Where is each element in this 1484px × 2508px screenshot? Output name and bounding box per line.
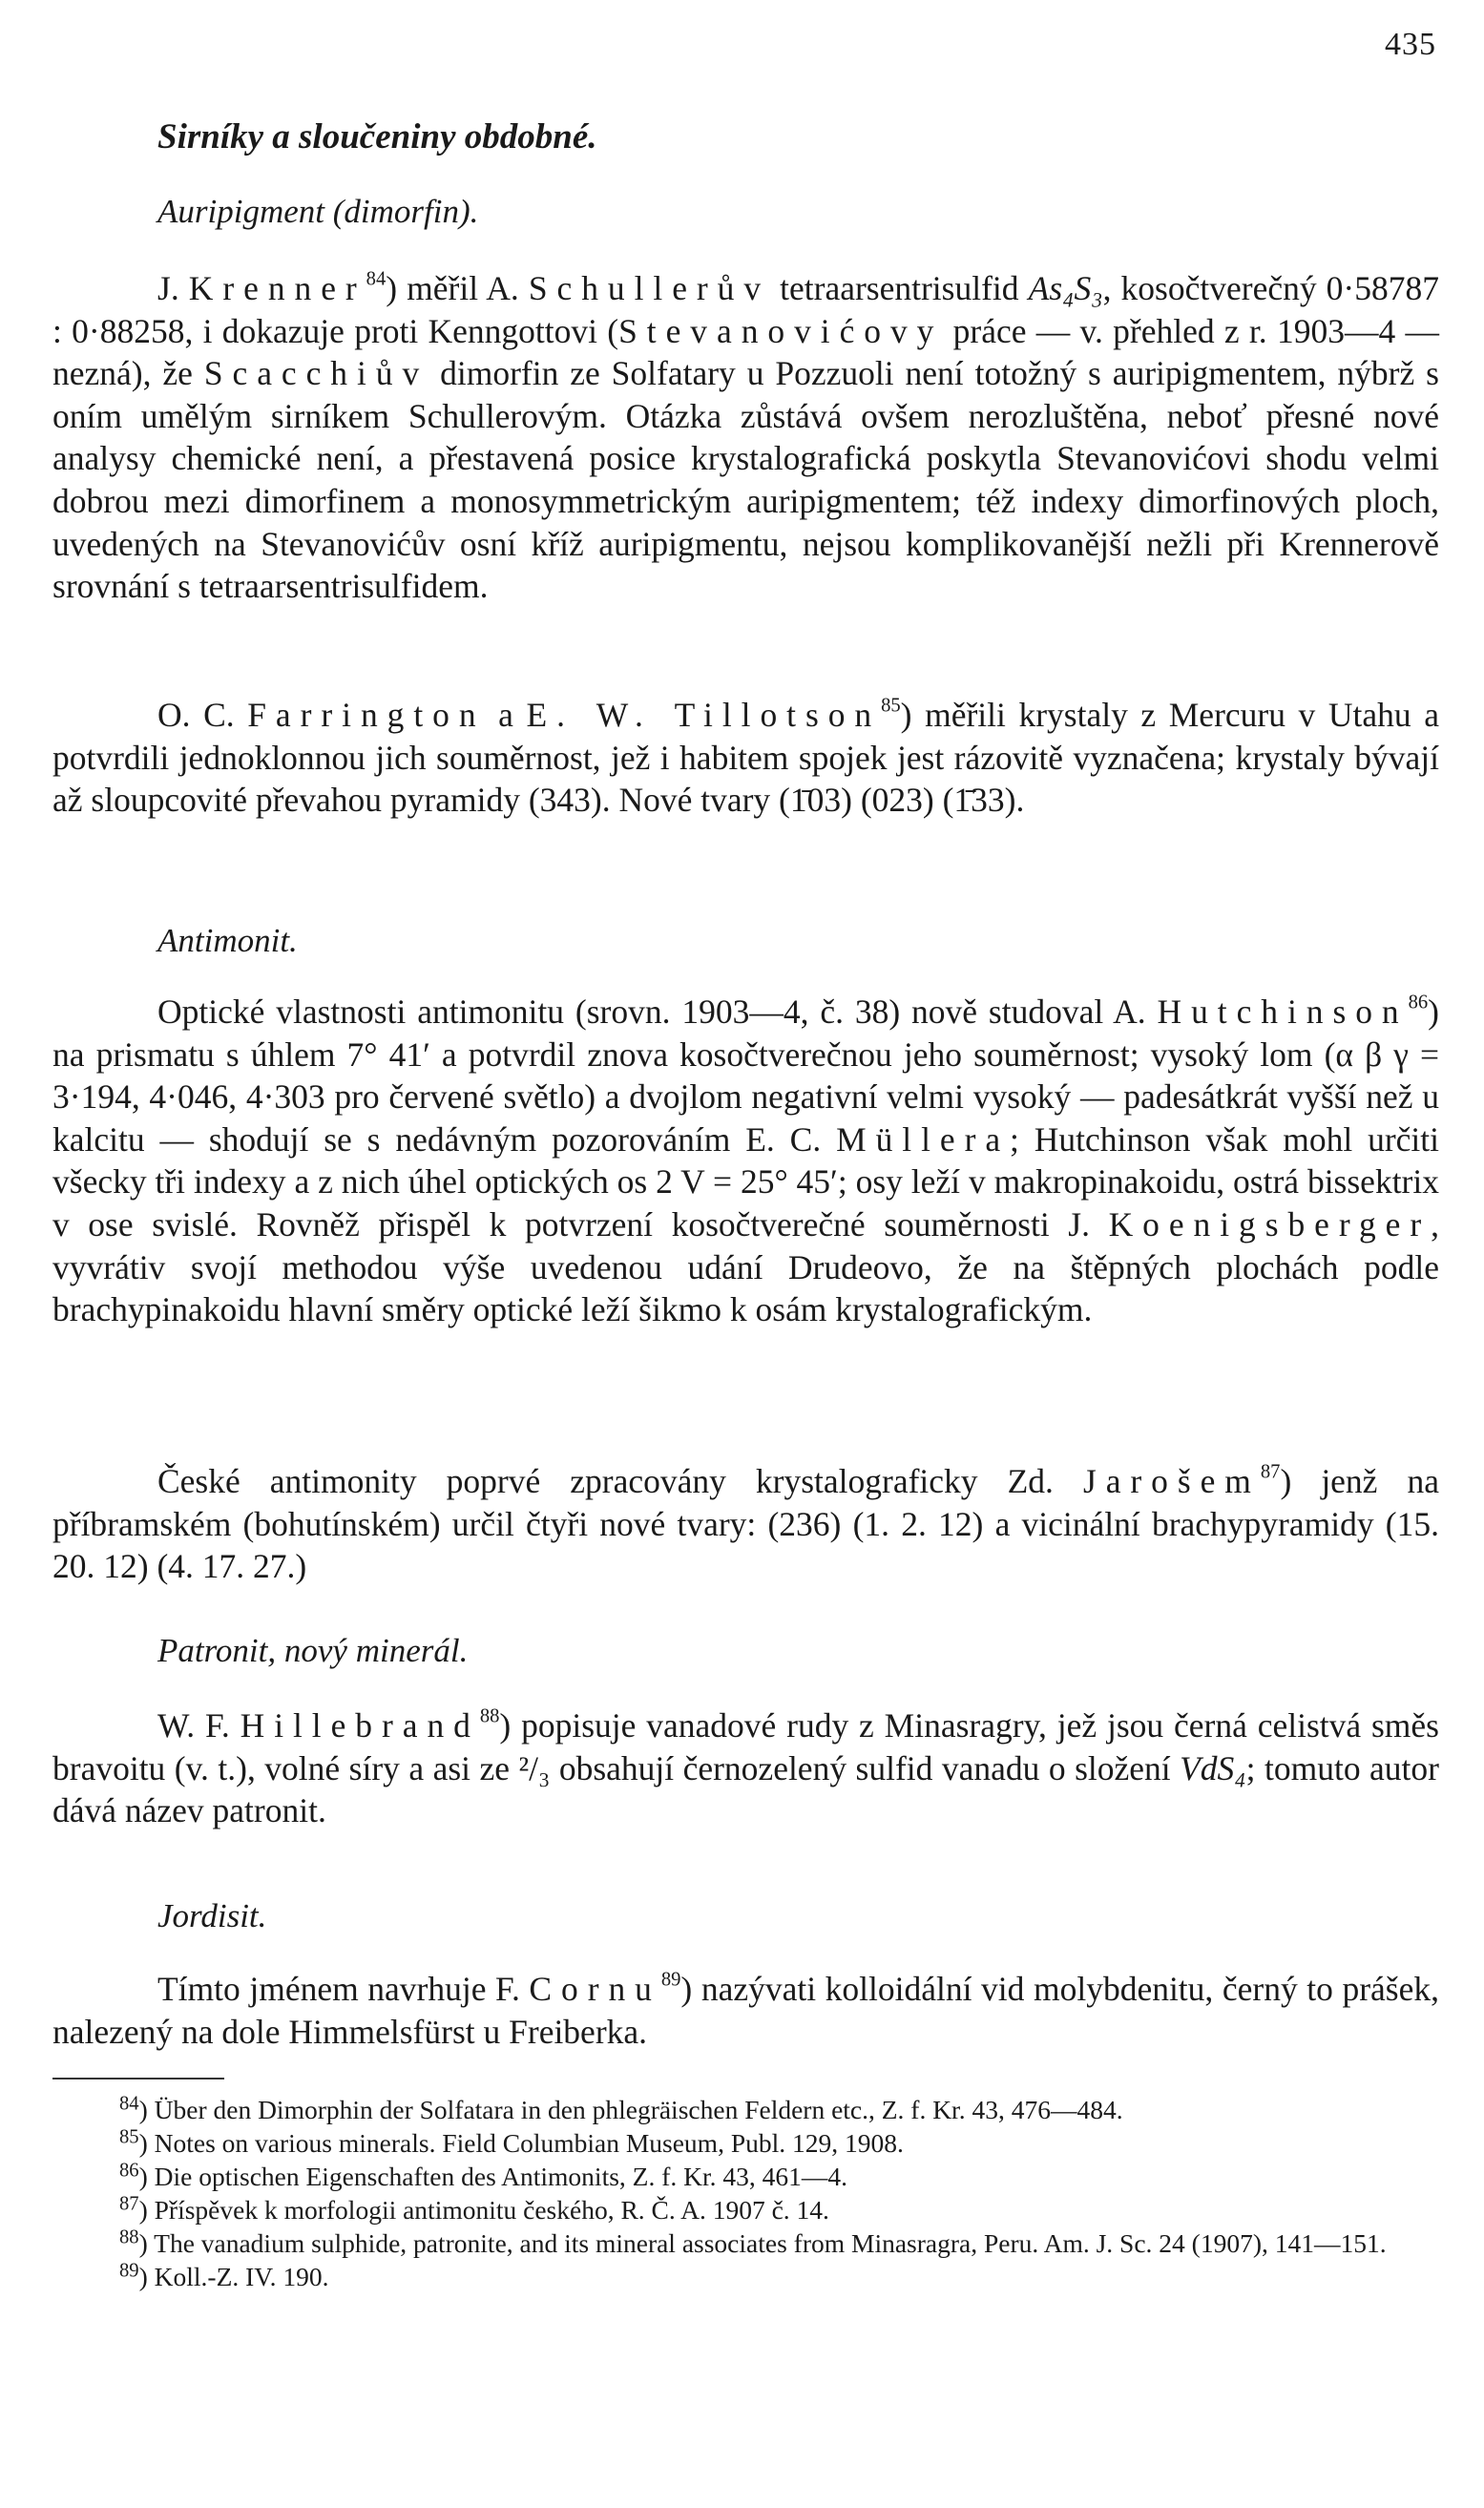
- author-name: Hillebrand: [240, 1706, 480, 1745]
- chemical-formula: VdS₄: [1180, 1748, 1246, 1787]
- author-name: Krenner: [188, 269, 366, 307]
- paragraph-antimonit-1: Optické vlastnosti antimonitu (srovn. 1903—4, č. 38) nově studoval A. Hutchinson$^{86}$) na prismatu s úhlem 7° 41′ a potvrdil znova kosočtverečnou jeho souměrnost; vysoký lom (α β γ = 3·194, 4·046, 4·303 pro červené světlo) a dvojlom negativní velmi vysoký — padesátkrát vyšší než u kalcitu — shodují se s nedávným pozorováním E. C. Müllera; Hutchinson však mohl určiti všecky tři indexy a z nich úhel optických os 2 V = 25° 45′; osy leží v makropinakoidu, ostrá bissektrix v ose svislé. Rovněž přispěl k potvrzení kosočtverečné souměrnosti J. Koenigsberger, vyvrátiv svojí methodou výše uvedenou udání Drudeovo, že na štěpných plochách podle brachypinakoidu hlavní směry optické leží šikmo k osám krystalografickým.: [52, 992, 1439, 1329]
- author-name: Müllera: [836, 1119, 1011, 1159]
- chemical-formula: As₄S₃: [1028, 269, 1103, 307]
- paragraph-auripigment-2: O. C. Farrington a E. W. Tillotson$^{85}$) měřili krystaly z Mercuru v Utahu a potvrdili jednoklonnou jich souměrnost, jež i habitem spojek jest rázovitě vyznačena; krystaly bývají až sloupcovité převahou pyramidy (343). Nové tvary (1̄03) (023) (1̄33).: [52, 695, 1439, 820]
- footnote-89: $^{89}$) Koll.-Z. IV. 190.: [119, 2260, 329, 2291]
- footnote-88: $^{88}$) The vanadium sulphide, patronite, and its mineral associates from Minasragra, Peru. Am. J. Sc. 24 (1907), 141—151.: [119, 2226, 1387, 2258]
- author-name: Stevanovićovy: [618, 311, 944, 350]
- author-name: Jarošem: [1082, 1462, 1261, 1500]
- footnote-85: $^{85}$) Notes on various minerals. Field Columbian Museum, Publ. 129, 1908.: [119, 2126, 904, 2158]
- footnote-ref: 88: [479, 1705, 500, 1727]
- footnote-84: $^{84}$) Über den Dimorphin der Solfatara in den phlegräischen Feldern etc., Z. f. Kr. 43, 476—484.: [119, 2093, 1123, 2124]
- author-name: Schullerův: [528, 269, 771, 307]
- footnote-ref: 86: [1408, 992, 1429, 1014]
- footnote-ref: 89: [660, 1969, 681, 1991]
- subheading-jordisit: Jordisit.: [157, 1897, 267, 1934]
- paragraph-antimonit-2: České antimonity poprvé zpracovány krystalograficky Zd. Jarošem$^{87}$) jenž na příbramském (bohutínském) určil čtyři nové tvary: (236) (1. 2. 12) a vicinální brachypyramidy (15. 20. 12) (4. 17. 27.): [52, 1461, 1439, 1586]
- subheading-auripigment: Auripigment (dimorfin).: [157, 193, 479, 230]
- author-name: Scacchiův: [203, 354, 429, 393]
- footnotes: [52, 2093, 1439, 2293]
- author-name: Hutchinson: [1157, 993, 1409, 1031]
- footnote-ref: 85: [881, 695, 901, 717]
- paragraph-jordisit: Tímto jménem navrhuje F. Cornu$^{89}$) nazývati kolloidální vid molybdenitu, černý to prášek, nalezený na dole Himmelsfürst u Freiberka.: [52, 1969, 1439, 2051]
- subheading-antimonit: Antimonit.: [157, 922, 298, 959]
- footnote-ref: 84: [366, 268, 387, 290]
- paragraph-auripigment-1: J. Krenner$^{84}$) měřil A. Schullerův tetraarsentrisulfid As₄S₃, kosočtverečný 0·58787 : 0·88258, i dokazuje proti Kenngottovi (Stevanovićovy práce — v. přehled z r. 1903—4 — nezná), že Scacchiův dimorfin ze Solfatary u Pozzuoli není totožný s auripigmentem, nýbrž s oním umělým sirníkem Schullerovým. Otázka zůstává ovšem nerozluštěna, neboť přesné nové analysy chemické není, a přestavená posice krystalografická poskytla Stevanovićovi shodu velmi dobrou mezi dimorfinem a monosymmetrickým auripigmentem; též indexy dimorfinových ploch, uvedených na Stevanovićův osní kříž auripigmentu, nejsou komplikovanější nežli při Krennerově srovnání s tetraarsentrisulfidem.: [52, 268, 1439, 606]
- footnote-87: $^{87}$) Příspěvek k morfologii antimonitu českého, R. Č. A. 1907 č. 14.: [119, 2193, 829, 2225]
- paragraph-patronit: W. F. Hillebrand$^{88}$) popisuje vanadové rudy z Minasragry, jež jsou černá celistvá směs bravoitu (v. t.), volné síry a asi ze ²/₃ obsahují černozelený sulfid vanadu o složení VdS₄; tomuto autor dává název patronit.: [52, 1705, 1439, 1830]
- author-name: E. W. Tillotson: [526, 696, 882, 734]
- footnote-86: $^{86}$) Die optischen Eigenschaften des Antimonits, Z. f. Kr. 43, 461—4.: [119, 2160, 847, 2191]
- author-name: Farrington: [247, 696, 486, 734]
- section-title: Sirníky a sloučeniny obdobné.: [157, 117, 597, 157]
- footnote-ref: 87: [1260, 1461, 1281, 1483]
- author-name: Cornu: [529, 1970, 661, 2008]
- page-number: 435: [1385, 27, 1436, 62]
- footnote-divider: [52, 2078, 224, 2080]
- author-name: Koenigsberger: [1108, 1204, 1432, 1244]
- subheading-patronit: Patronit, nový minerál.: [157, 1632, 469, 1669]
